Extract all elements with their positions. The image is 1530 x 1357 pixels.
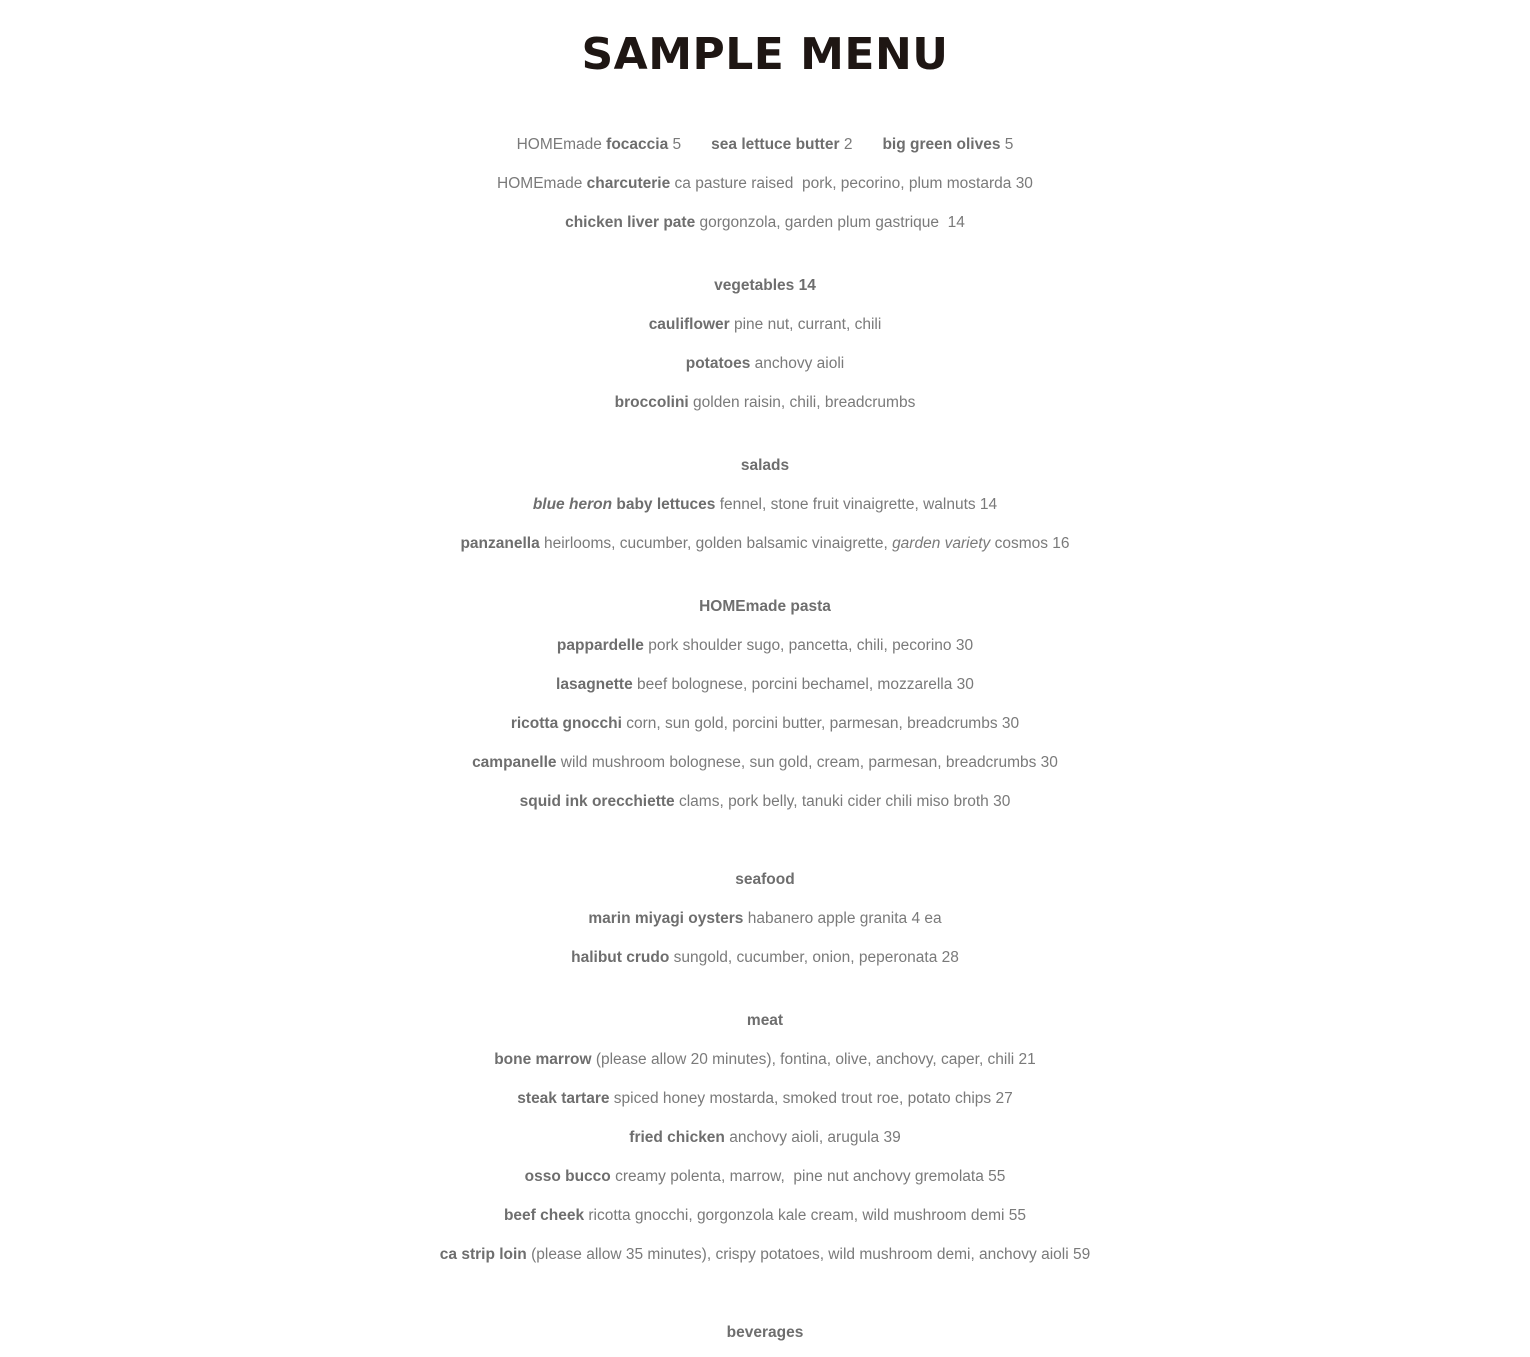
menu-item: [0, 909, 1530, 929]
starters-row: [0, 135, 1530, 155]
item-desc: golden raisin, chili, breadcrumbs: [688, 394, 916, 411]
section-heading-vegetables: vegetables 14: [714, 277, 816, 294]
item-name: campanelle: [472, 754, 557, 771]
item-desc: corn, sun gold, porcini butter, parmesan, breadcrumbs 30: [621, 715, 1020, 732]
menu-item: [0, 1128, 1530, 1148]
item-name: lasagnette: [556, 676, 633, 693]
charcuterie-name: charcuterie: [586, 175, 671, 192]
item-desc: (please allow 35 minutes), crispy potatoes, wild mushroom demi, anchovy aioli 59: [526, 1246, 1091, 1263]
item-name: ricotta gnocchi: [510, 715, 622, 732]
section-heading-pasta: HOMEmade pasta: [699, 598, 831, 615]
focaccia-price: 5: [668, 136, 682, 153]
section-heading-salads: salads: [740, 457, 790, 474]
item-name: fried chicken: [629, 1129, 725, 1146]
item-name: osso bucco: [524, 1168, 611, 1185]
item-name: halibut crudo: [571, 949, 670, 966]
sea-lettuce-butter-price: 2: [839, 136, 853, 153]
item-name: marin miyagi oysters: [588, 910, 744, 927]
item-name: ca strip loin: [439, 1246, 527, 1263]
charcuterie-prefix: HOMEmade: [497, 175, 587, 192]
menu-item: [0, 948, 1530, 968]
menu-item: [0, 354, 1530, 374]
menu-item: [0, 1050, 1530, 1070]
menu-item: [0, 393, 1530, 413]
item-name: pappardelle: [556, 637, 644, 654]
item-italic-name: blue heron: [532, 496, 613, 513]
item-name: panzanella: [460, 535, 540, 552]
item-name: squid ink orecchiette: [519, 793, 675, 810]
menu-item: [0, 636, 1530, 656]
menu-item: [0, 714, 1530, 734]
item-name: baby lettuces: [612, 496, 716, 513]
focaccia-name: focaccia: [606, 136, 669, 153]
item-name: bone marrow: [494, 1051, 592, 1068]
item-desc-end: cosmos 16: [990, 535, 1070, 552]
charcuterie-desc: ca pasture raised pork, pecorino, plum mostarda 30: [670, 175, 1033, 192]
item-desc: wild mushroom bolognese, sun gold, cream, parmesan, breadcrumbs 30: [556, 754, 1058, 771]
item-name: beef cheek: [503, 1207, 585, 1224]
item-desc: pork shoulder sugo, pancetta, chili, pecorino 30: [643, 637, 974, 654]
item-desc: habanero apple granita 4 ea: [743, 910, 942, 927]
item-name: steak tartare: [517, 1090, 610, 1107]
item-desc: beef bolognese, porcini bechamel, mozzarella 30: [632, 676, 974, 693]
chicken-liver-pate-desc: gorgonzola, garden plum gastrique 14: [695, 214, 965, 231]
chicken-liver-pate-name: chicken liver pate: [565, 214, 696, 231]
big-green-olives-price: 5: [1000, 136, 1014, 153]
item-desc-italic: garden variety: [892, 535, 991, 552]
item-desc: anchovy aioli, arugula 39: [724, 1129, 901, 1146]
menu-item: [0, 1206, 1530, 1226]
big-green-olives-name: big green olives: [882, 136, 1001, 153]
menu-item: [0, 792, 1530, 812]
section-heading-seafood: seafood: [735, 871, 795, 888]
item-desc: ricotta gnocchi, gorgonzola kale cream, wild mushroom demi 55: [584, 1207, 1027, 1224]
item-desc: anchovy aioli: [750, 355, 845, 372]
item-desc: creamy polenta, marrow, pine nut anchovy gremolata 55: [610, 1168, 1006, 1185]
menu-item: [0, 1245, 1530, 1265]
item-desc: clams, pork belly, tanuki cider chili miso broth 30: [674, 793, 1011, 810]
section-heading-meat: meat: [746, 1012, 784, 1029]
item-desc: (please allow 20 minutes), fontina, olive, anchovy, caper, chili 21: [591, 1051, 1036, 1068]
item-desc: pine nut, currant, chili: [729, 316, 882, 333]
menu-item: [0, 1167, 1530, 1187]
item-name: cauliflower: [648, 316, 730, 333]
item-desc: heirlooms, cucumber, golden balsamic vinaigrette,: [539, 535, 893, 552]
item-desc: fennel, stone fruit vinaigrette, walnuts 14: [715, 496, 998, 513]
chicken-liver-pate-item: [0, 213, 1530, 233]
menu-item: [0, 1089, 1530, 1109]
focaccia-prefix: HOMEmade: [516, 136, 607, 153]
item-name: potatoes: [685, 355, 751, 372]
item-desc: spiced honey mostarda, smoked trout roe, potato chips 27: [609, 1090, 1013, 1107]
menu-item: [0, 534, 1530, 554]
page-title: SAMPLE MENU: [581, 29, 949, 80]
menu-item: [0, 675, 1530, 695]
menu-item: [0, 495, 1530, 515]
section-heading-beverages: beverages: [726, 1324, 804, 1341]
charcuterie-item: [0, 174, 1530, 194]
menu-item: [0, 315, 1530, 335]
sea-lettuce-butter-name: sea lettuce butter: [711, 136, 840, 153]
menu-item: [0, 753, 1530, 773]
item-desc: sungold, cucumber, onion, peperonata 28: [669, 949, 959, 966]
item-name: broccolini: [614, 394, 689, 411]
